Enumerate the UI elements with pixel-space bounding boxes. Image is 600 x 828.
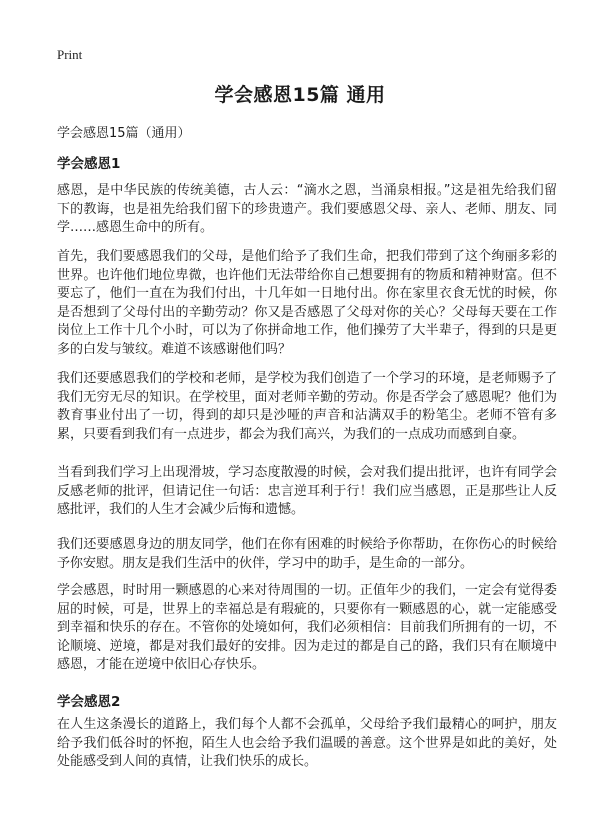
paragraph: 在人生这条漫长的道路上，我们每个人都不会孤单，父母给予我们最精心的呵护，朋友给予我们低谷时的怀抱，陌生人也会给予我们温暖的善意。这个世界是如此的美好，处处能感受到人间的真情，让我们快乐的成长。 (57, 717, 557, 770)
paragraph: 当看到我们学习上出现滑坡，学习态度散漫的时候，会对我们提出批评，也许有同学会反感老师的批评，但请记住一句话：忠言逆耳利于行！我们应当感恩，正是那些让人反感批评，我们的人生才会减少后悔和遗憾。 (57, 465, 557, 518)
paragraph: 首先，我们要感恩我们的父母，是他们给予了我们生命，把我们带到了这个绚丽多彩的世界。也许他们地位卑微，也许他们无法带给你自己想要拥有的物质和精神财富。但不要忘了，他们一直在为我们付出，十几年如一日地付出。你在家里衣食无忧的时候，你是否想到了父母付出的辛勤劳动？你又是否感恩了父母对你的关心？父母每天要在工作岗位上工作十几个小时，可以为了你拼命地工作，他们操劳了大半辈子，得到的只是更多的白发与皱纹。难道不该感谢他们吗？ (57, 249, 557, 357)
paragraph: 学会感恩，时时用一颗感恩的心来对待周围的一切。正值年少的我们，一定会有觉得委屈的时候，可是，世界上的幸福总是有瑕疵的，只要你有一颗感恩的心，就一定能感受到幸福和快乐的存在。不管你的处境如何，我们必须相信：目前我们所拥有的一切，不论顺境、逆境，都是对我们最好的安排。因为走过的都是自己的路，我们只有在顺境中感恩，才能在逆境中依旧心存快乐。 (57, 583, 557, 673)
document-subtitle: 学会感恩15篇（通用） (57, 126, 191, 141)
paragraph: 我们还要感恩身边的朋友同学，他们在你有困难的时候给予你帮助，在你伤心的时候给予你安慰。朋友是我们生活中的伙伴，学习中的助手，是生命的一部分。 (57, 537, 557, 571)
section-heading-2: 学会感恩2 (57, 694, 121, 710)
paragraph: 我们还要感恩我们的学校和老师，是学校为我们创造了一个学习的环境，是老师赐予了我们无穷无尽的知识。在学校里，面对老师辛勤的劳动。你是否学会了感恩呢？他们为教育事业付出了一切，得到的却只是沙哑的声音和沾满双手的粉笔尘。老师不管有多累，只要看到我们有一点进步，都会为我们高兴，为我们的一点成功而感到自豪。 (57, 371, 557, 442)
page-title: 学会感恩15篇 通用 (214, 84, 386, 106)
section-heading-1: 学会感恩1 (57, 156, 121, 172)
paragraph: 感恩，是中华民族的传统美德，古人云：“滴水之恩，当涌泉相报。”这是祖先给我们留下的教诲，也是祖先给我们留下的珍贵遗产。我们要感恩父母、亲人、老师、朋友、同学……感恩生命中的所有。 (57, 183, 557, 236)
print-link[interactable]: Print (57, 47, 83, 62)
